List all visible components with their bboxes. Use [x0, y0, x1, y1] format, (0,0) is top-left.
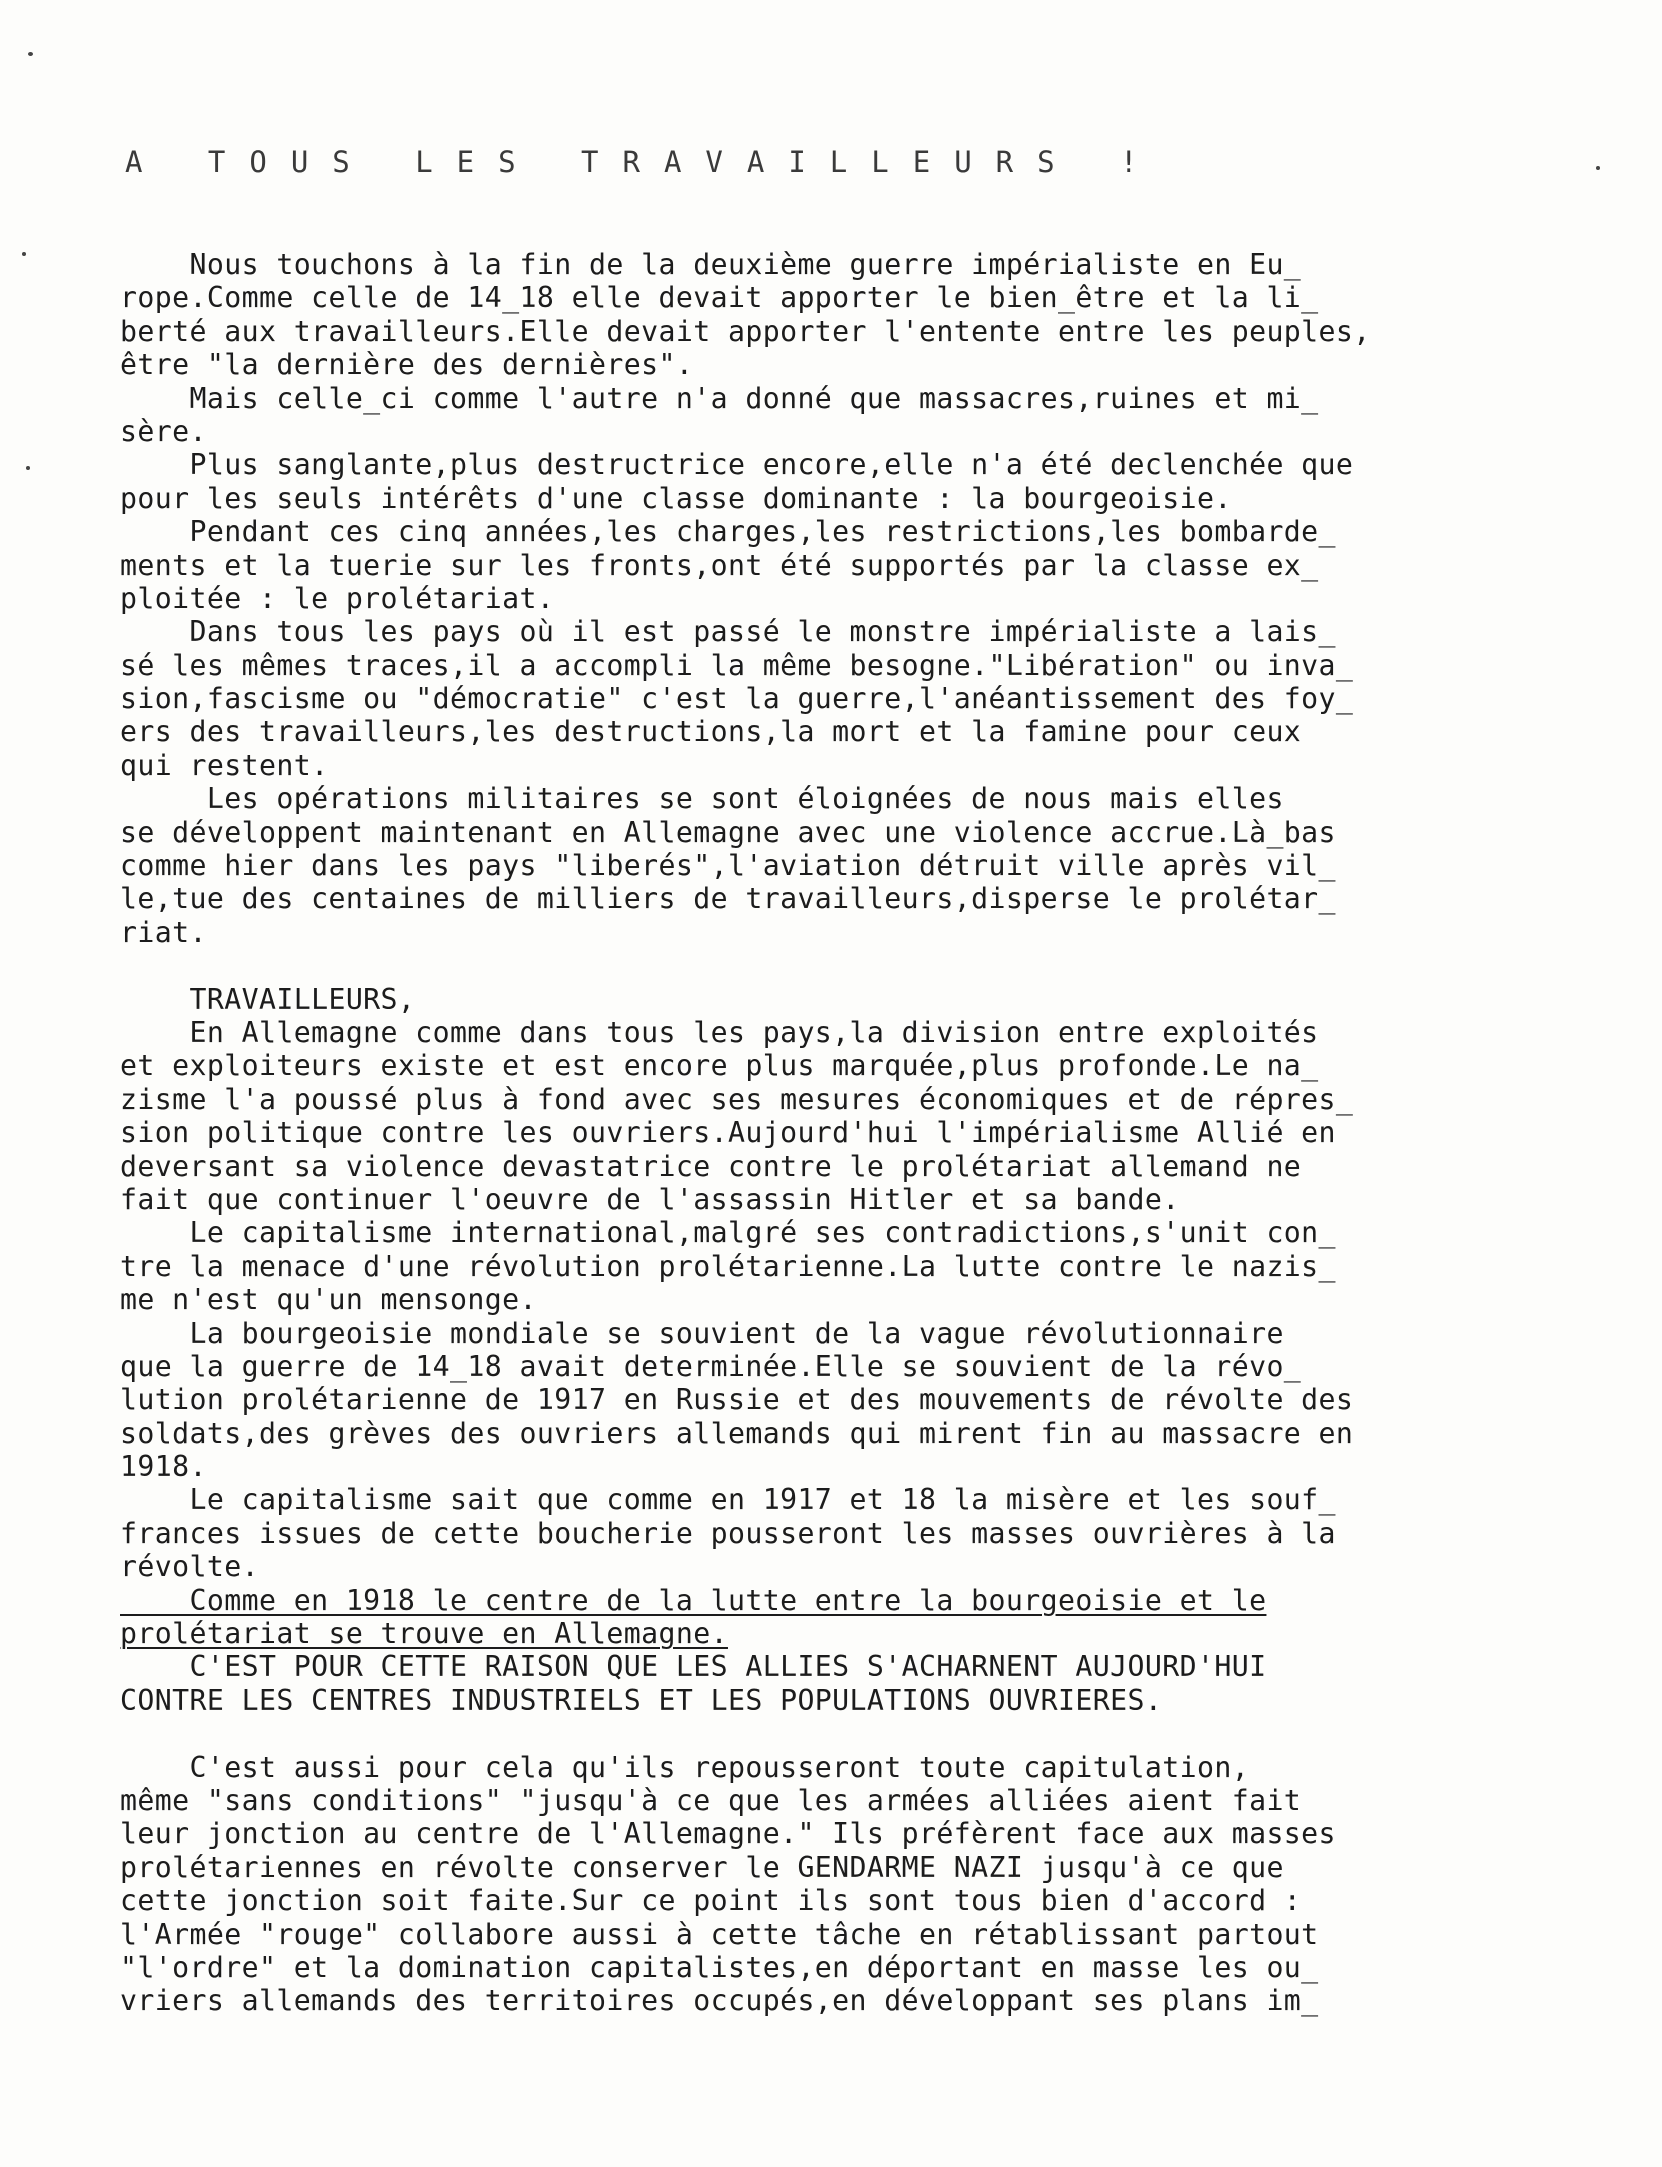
text-line: fait que continuer l'oeuvre de l'assassin Hitler et sa bande.	[120, 1182, 1180, 1216]
text-line: être "la dernière des dernières".	[120, 348, 694, 382]
text-line: cette jonction soit faite.Sur ce point ils sont tous bien d'accord :	[120, 1884, 1302, 1918]
text-line: La bourgeoisie mondiale se souvient de la vague révolutionnaire	[120, 1316, 1284, 1350]
text-line: CONTRE LES CENTRES INDUSTRIELS ET LES POPULATIONS OUVRIERES.	[120, 1683, 1163, 1717]
text-line: qui restent.	[120, 748, 329, 782]
text-line: et exploiteurs existe et est encore plus marquée,plus profonde.Le na_	[120, 1049, 1319, 1083]
text-line: Comme en 1918 le centre de la lutte entre la bourgeoisie et le	[120, 1583, 1267, 1617]
text-line: se développent maintenant en Allemagne avec une violence accrue.Là_bas	[120, 815, 1336, 849]
text-line: Le capitalisme sait que comme en 1917 et 18 la misère et les souf_	[120, 1483, 1336, 1517]
text-line: leur jonction au centre de l'Allemagne." Ils préfèrent face aux masses	[120, 1817, 1336, 1851]
text-line: me n'est qu'un mensonge.	[120, 1283, 537, 1317]
text-line: Dans tous les pays où il est passé le monstre impérialiste a lais_	[120, 615, 1336, 649]
text-line: "l'ordre" et la domination capitalistes,en déportant en masse les ou_	[120, 1950, 1319, 1984]
text-line: soldats,des grèves des ouvriers allemands qui mirent fin au massacre en	[120, 1416, 1354, 1450]
blank-line	[120, 949, 1600, 982]
text-line: deversant sa violence devastatrice contre le prolétariat allemand ne	[120, 1149, 1302, 1183]
document-title: A TOUS LES TRAVAILLEURS !	[125, 145, 1162, 179]
blank-line	[120, 1717, 1600, 1750]
text-line: En Allemagne comme dans tous les pays,la division entre exploités	[120, 1015, 1319, 1049]
text-line: Le capitalisme international,malgré ses contradictions,s'unit con_	[120, 1216, 1336, 1250]
scan-speck	[26, 466, 30, 470]
text-line: vriers allemands des territoires occupés,en développant ses plans im_	[120, 1984, 1319, 2018]
text-line: prolétariennes en révolte conserver le GENDARME NAZI jusqu'à ce que	[120, 1850, 1284, 1884]
text-line: Nous touchons à la fin de la deuxième guerre impérialiste en Eu_	[120, 248, 1302, 281]
text-line: même "sans conditions" "jusqu'à ce que les armées alliées aient fait	[120, 1783, 1302, 1817]
text-line: sé les mêmes traces,il a accompli la même besogne."Libération" ou inva_	[120, 648, 1354, 682]
text-line: berté aux travailleurs.Elle devait apporter l'entente entre les peuples,	[120, 314, 1371, 348]
text-line: que la guerre de 14_18 avait determinée.Elle se souvient de la révo_	[120, 1349, 1302, 1383]
text-line: sion politique contre les ouvriers.Aujourd'hui l'impérialisme Allié en	[120, 1116, 1336, 1150]
text-line: lution prolétarienne de 1917 en Russie et des mouvements de révolte des	[120, 1383, 1354, 1417]
text-line: rope.Comme celle de 14_18 elle devait apporter le bien_être et la li_	[120, 281, 1319, 315]
text-line: ploitée : le prolétariat.	[120, 581, 555, 615]
text-line: TRAVAILLEURS,	[120, 982, 416, 1016]
text-line: 1918.	[120, 1450, 207, 1484]
text-line: C'EST POUR CETTE RAISON QUE LES ALLIES S'ACHARNENT AUJOURD'HUI	[120, 1650, 1267, 1684]
document-body	[120, 248, 1600, 2018]
scan-speck	[28, 52, 33, 56]
text-line: frances issues de cette boucherie pousseront les masses ouvrières à la	[120, 1516, 1336, 1550]
text-line: Plus sanglante,plus destructrice encore,elle n'a été declenchée que	[120, 448, 1354, 482]
text-line: ers des travailleurs,les destructions,la mort et la famine pour ceux	[120, 715, 1302, 749]
text-line: Pendant ces cinq années,les charges,les restrictions,les bombarde_	[120, 515, 1336, 549]
text-line: tre la menace d'une révolution prolétarienne.La lutte contre le nazis_	[120, 1249, 1336, 1283]
text-line: comme hier dans les pays "liberés",l'aviation détruit ville après vil_	[120, 849, 1336, 883]
text-line: l'Armée "rouge" collabore aussi à cette tâche en rétablissant partout	[120, 1917, 1319, 1951]
text-line: riat.	[120, 915, 207, 949]
text-line: Mais celle_ci comme l'autre n'a donné que massacres,ruines et mi_	[120, 381, 1319, 415]
text-line: révolte.	[120, 1550, 259, 1584]
text-line: sère.	[120, 414, 207, 448]
text-line: ments et la tuerie sur les fronts,ont été supportés par la classe ex_	[120, 548, 1319, 582]
text-line: le,tue des centaines de milliers de travailleurs,disperse le prolétar_	[120, 882, 1336, 916]
text-line: zisme l'a poussé plus à fond avec ses mesures économiques et de répres_	[120, 1082, 1354, 1116]
text-line: sion,fascisme ou "démocratie" c'est la guerre,l'anéantissement des foy_	[120, 682, 1354, 716]
scan-speck	[22, 252, 26, 256]
scan-speck	[1596, 166, 1600, 170]
text-line: pour les seuls intérêts d'une classe dominante : la bourgeoisie.	[120, 481, 1232, 515]
text-line: C'est aussi pour cela qu'ils repousseront toute capitulation,	[120, 1750, 1250, 1784]
text-line: Les opérations militaires se sont éloignées de nous mais elles	[120, 782, 1284, 816]
text-line: prolétariat se trouve en Allemagne.	[120, 1617, 728, 1651]
